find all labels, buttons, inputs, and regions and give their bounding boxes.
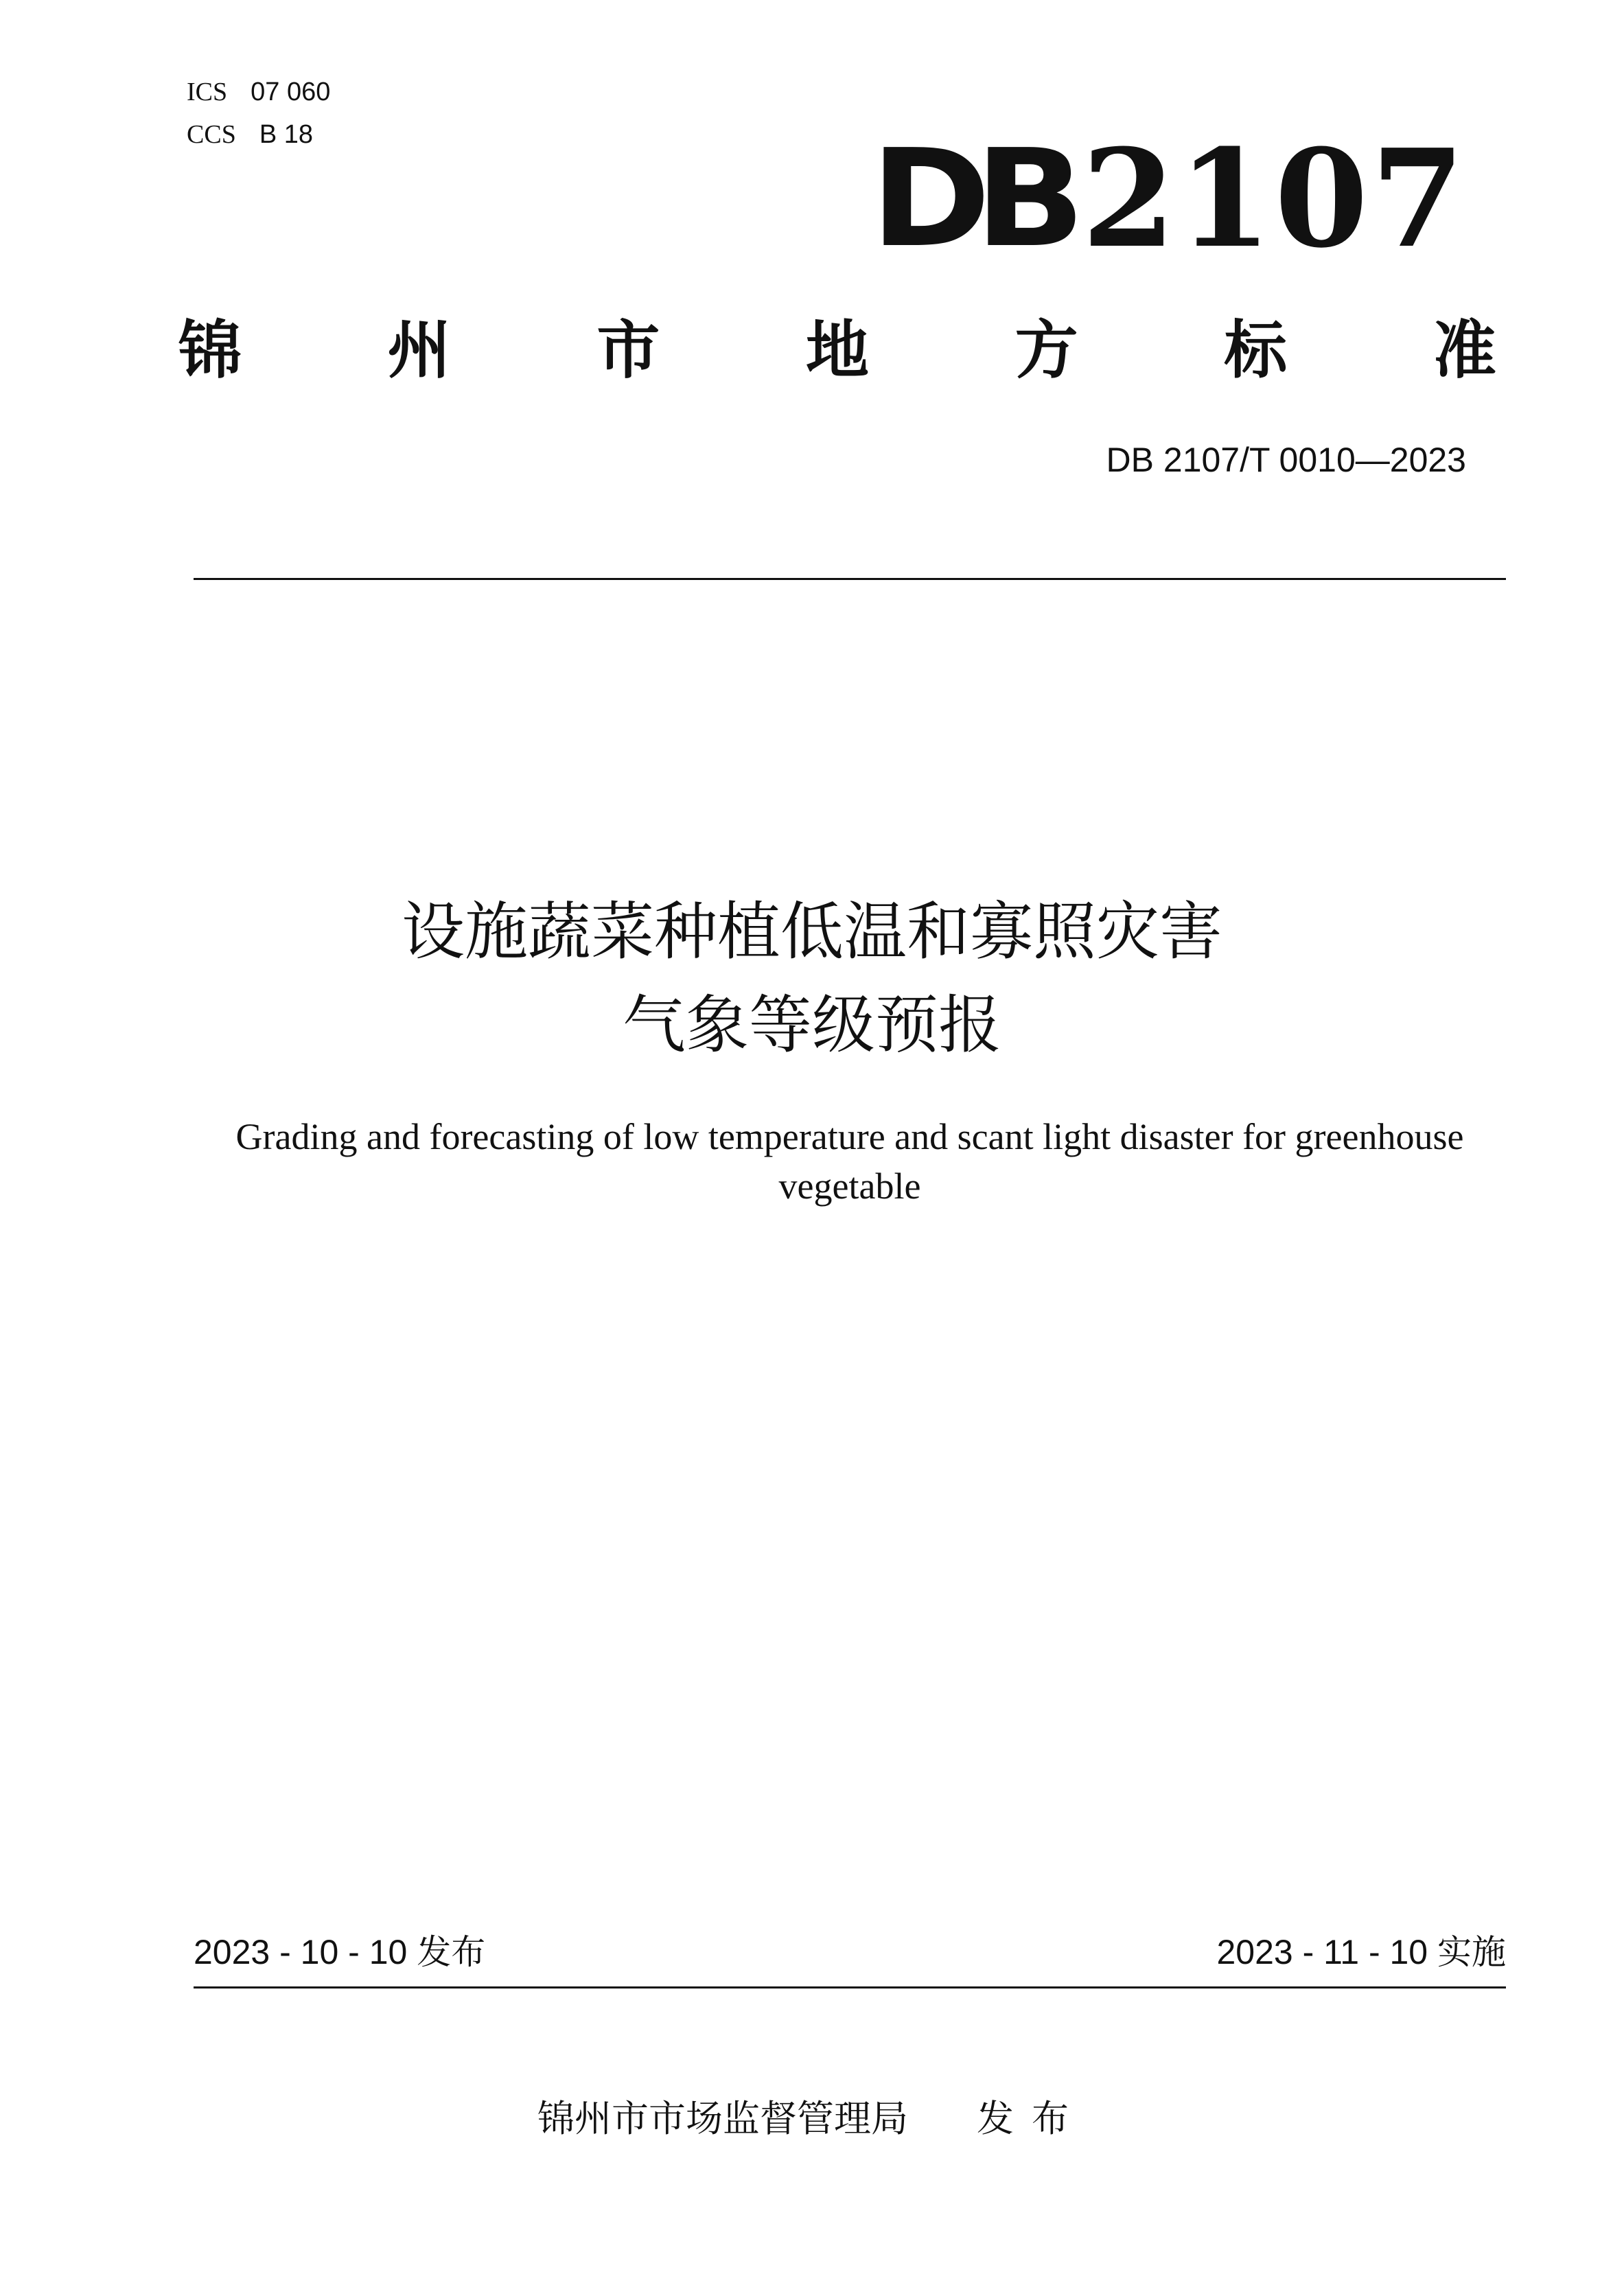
chinese-title-line-1: 设施蔬菜种植低温和寡照灾害: [401, 895, 1222, 969]
publish-action: 发布: [977, 2097, 1087, 2140]
english-title: Grading and forecasting of low temperature and scant light disaster for greenhouse vegetable: [235, 1116, 1464, 1207]
standard-mark-letters: DB: [870, 121, 1069, 277]
ics-classification: [187, 77, 330, 107]
standard-type-title: [178, 313, 1496, 389]
footer-divider: [194, 1986, 1506, 1988]
standard-type-char: 锦: [178, 314, 242, 387]
standard-type-char: 州: [387, 314, 451, 387]
ccs-label: CCS: [187, 120, 236, 149]
ics-code: 07 060: [251, 78, 331, 106]
chinese-title: [0, 885, 1624, 1072]
standard-number: DB 2107/T 0010—2023: [1106, 441, 1466, 479]
standard-type-char: 方: [1014, 314, 1078, 387]
chinese-title-line-2: 气象等级预报: [622, 988, 1001, 1062]
ccs-classification: [187, 119, 313, 150]
implementation-date: 2023 - 11 - 10 实施: [1216, 1933, 1506, 1971]
standard-type-char: 地: [805, 314, 869, 387]
ccs-code: B 18: [259, 120, 313, 149]
standard-type-char: 标: [1224, 314, 1288, 387]
standard-mark: [870, 120, 1468, 278]
standard-type-char: 市: [596, 314, 660, 387]
standard-type-char: 准: [1432, 314, 1496, 387]
publisher-name: 锦州市市场监督管理局: [537, 2097, 908, 2140]
header-divider: [194, 578, 1506, 580]
ics-label: ICS: [187, 78, 228, 106]
issue-date: 2023 - 10 - 10 发布: [194, 1933, 486, 1971]
publisher-line: [0, 2095, 1624, 2143]
standard-mark-number: 2107: [1082, 120, 1468, 278]
